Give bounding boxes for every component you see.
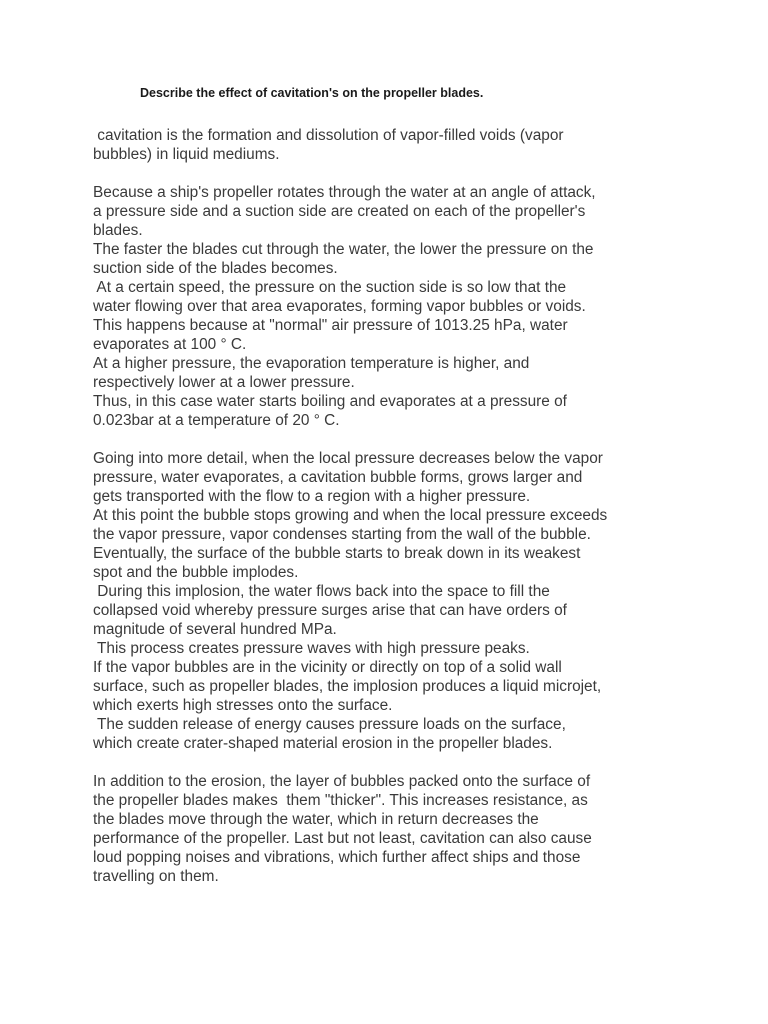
paragraph-spacer	[93, 430, 693, 449]
paragraph-spacer	[93, 164, 693, 183]
text-line: performance of the propeller. Last but not least, cavitation can also cause	[93, 830, 592, 847]
document-title: Describe the effect of cavitation's on the propeller blades.	[140, 86, 484, 100]
text-line: surface, such as propeller blades, the implosion produces a liquid microjet,	[93, 678, 602, 695]
text-line: the blades move through the water, which in return decreases the	[93, 811, 539, 828]
text-line: collapsed void whereby pressure surges arise that can have orders of	[93, 602, 567, 619]
paragraph	[93, 449, 693, 753]
paragraph	[93, 183, 693, 430]
text-line: This process creates pressure waves with high pressure peaks.	[93, 640, 530, 657]
text-line: If the vapor bubbles are in the vicinity or directly on top of a solid wall	[93, 659, 562, 676]
text-line: 0.023bar at a temperature of 20 ° C.	[93, 412, 340, 429]
paragraph-spacer	[93, 753, 693, 772]
text-line: suction side of the blades becomes.	[93, 260, 338, 277]
text-line: Eventually, the surface of the bubble starts to break down in its weakest	[93, 545, 581, 562]
paragraph	[93, 126, 693, 164]
text-line: pressure, water evaporates, a cavitation bubble forms, grows larger and	[93, 469, 583, 486]
text-line: the vapor pressure, vapor condenses starting from the wall of the bubble.	[93, 526, 591, 543]
document-body	[93, 126, 693, 886]
text-line: loud popping noises and vibrations, which further affect ships and those	[93, 849, 581, 866]
text-line: This happens because at "normal" air pressure of 1013.25 hPa, water	[93, 317, 568, 334]
text-line: At a certain speed, the pressure on the suction side is so low that the	[93, 279, 567, 296]
text-line: travelling on them.	[93, 868, 219, 885]
text-line: water flowing over that area evaporates, forming vapor bubbles or voids.	[93, 298, 586, 315]
text-line: the propeller blades makes them "thicker". This increases resistance, as	[93, 792, 588, 809]
text-line: gets transported with the flow to a region with a higher pressure.	[93, 488, 531, 505]
text-line: blades.	[93, 222, 143, 239]
text-line: During this implosion, the water flows back into the space to fill the	[93, 583, 550, 600]
text-line: evaporates at 100 ° C.	[93, 336, 247, 353]
text-line: The sudden release of energy causes pressure loads on the surface,	[93, 716, 566, 733]
text-line: At this point the bubble stops growing and when the local pressure exceeds	[93, 507, 608, 524]
text-line: spot and the bubble implodes.	[93, 564, 299, 581]
text-line: Going into more detail, when the local pressure decreases below the vapor	[93, 450, 603, 467]
text-line: At a higher pressure, the evaporation temperature is higher, and	[93, 355, 530, 372]
text-line: which create crater-shaped material erosion in the propeller blades.	[93, 735, 553, 752]
text-line: cavitation is the formation and dissolution of vapor-filled voids (vapor	[93, 127, 564, 144]
text-line: Because a ship's propeller rotates through the water at an angle of attack,	[93, 184, 596, 201]
text-line: The faster the blades cut through the water, the lower the pressure on the	[93, 241, 594, 258]
text-line: magnitude of several hundred MPa.	[93, 621, 337, 638]
text-line: a pressure side and a suction side are created on each of the propeller's	[93, 203, 586, 220]
text-line: Thus, in this case water starts boiling and evaporates at a pressure of	[93, 393, 567, 410]
text-line: bubbles) in liquid mediums.	[93, 146, 280, 163]
text-line: respectively lower at a lower pressure.	[93, 374, 355, 391]
text-line: In addition to the erosion, the layer of bubbles packed onto the surface of	[93, 773, 591, 790]
paragraph	[93, 772, 693, 886]
text-line: which exerts high stresses onto the surface.	[93, 697, 393, 714]
